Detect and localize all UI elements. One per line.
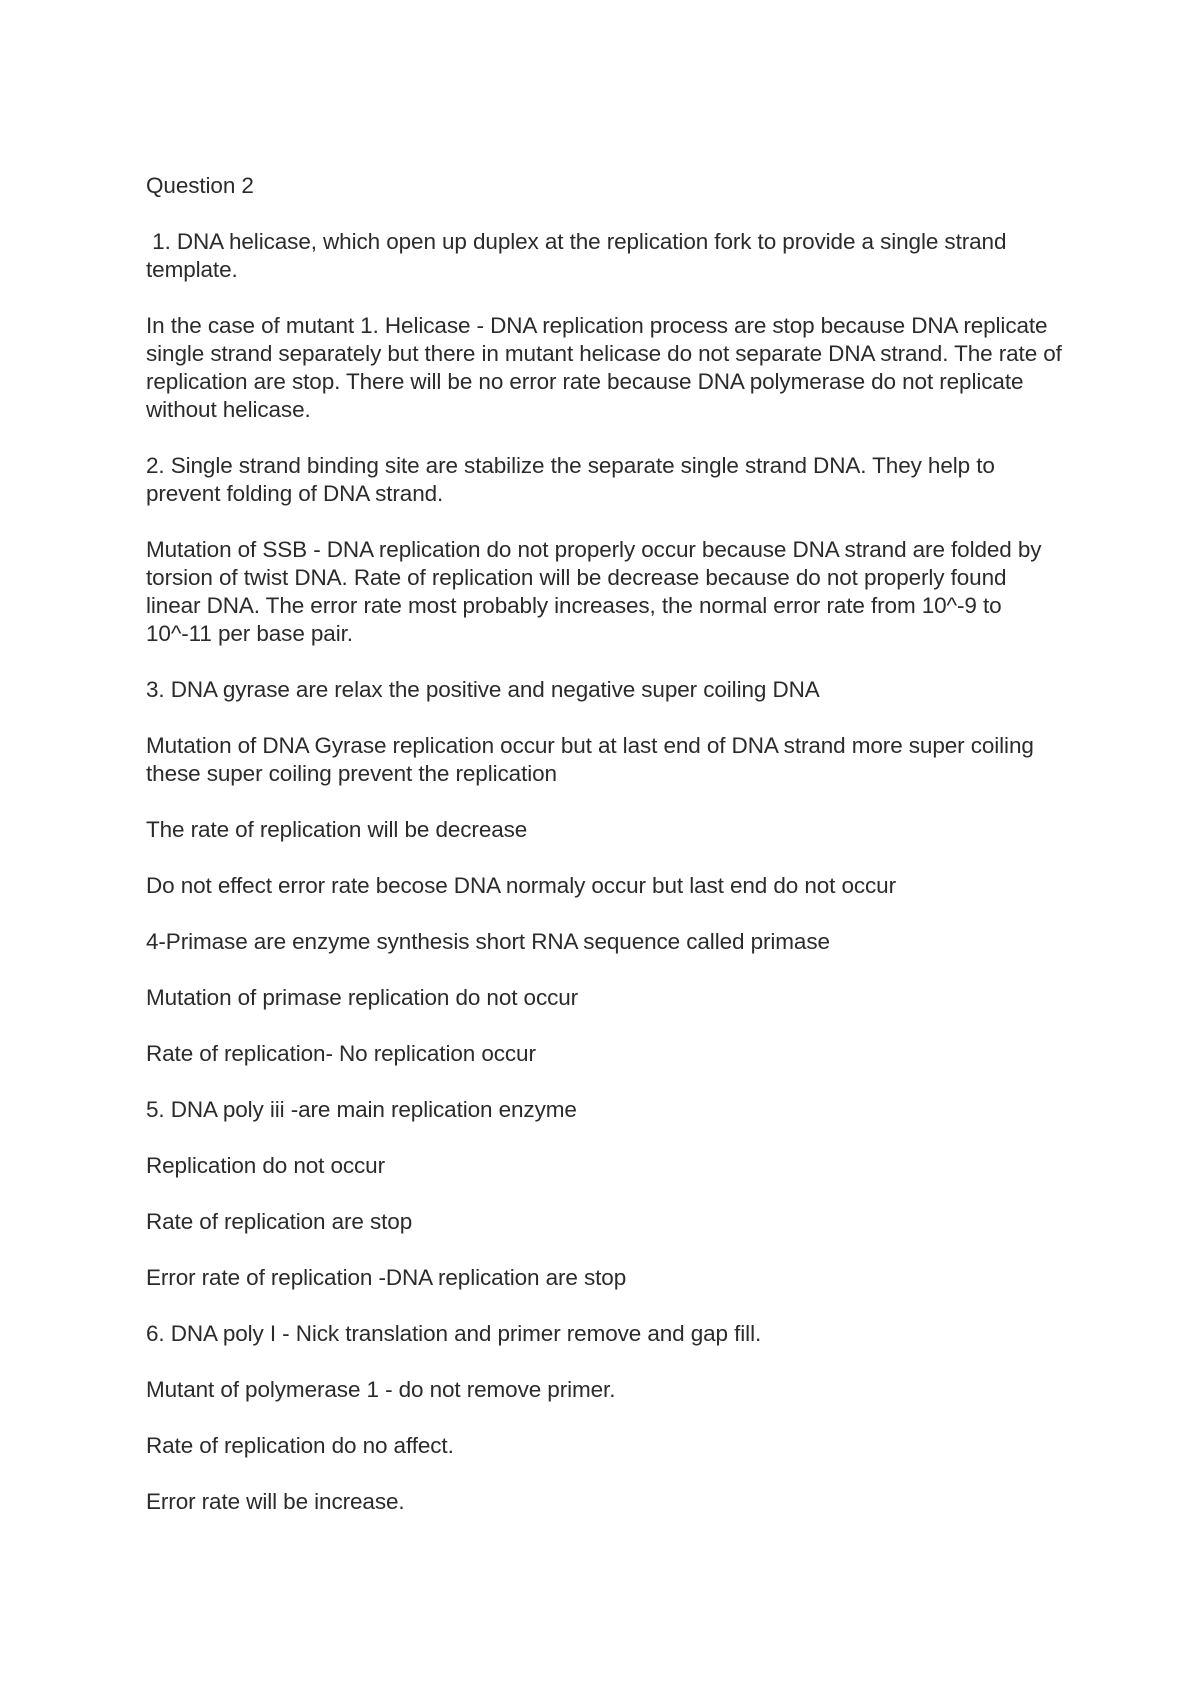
paragraph-pol3-error: Error rate of replication -DNA replication are stop (146, 1265, 627, 1290)
paragraph-helicase-function: 1. DNA helicase, which open up duplex at the replication fork to provide a single strand template. (146, 229, 1007, 282)
question-title: Question 2 (146, 173, 254, 198)
paragraph-pol1-rate: Rate of replication do no affect. (146, 1433, 454, 1458)
paragraph-primase-function: 4-Primase are enzyme synthesis short RNA sequence called primase (146, 929, 830, 954)
paragraph-ssb-mutant: Mutation of SSB - DNA replication do not properly occur because DNA strand are folded by torsion of twist DNA. Rate of replication will be decrease because do not properly found linear DNA. The error rate most probably increases, the normal error rate from 10^-9 to 10^-11 per base pair. (146, 537, 1042, 646)
paragraph-gyrase-error: Do not effect error rate becose DNA normaly occur but last end do not occur (146, 873, 896, 898)
paragraph-helicase-mutant: In the case of mutant 1. Helicase - DNA replication process are stop because DNA replicate single strand separately but there in mutant helicase do not separate DNA strand. The rate of replication are stop. There will be no error rate because DNA polymerase do not replicate without helicase. (146, 313, 1062, 422)
paragraph-pol3-function: 5. DNA poly iii -are main replication enzyme (146, 1097, 577, 1122)
paragraph-ssb-function: 2. Single strand binding site are stabilize the separate single strand DNA. They help to prevent folding of DNA strand. (146, 453, 995, 506)
paragraph-gyrase-rate: The rate of replication will be decrease (146, 817, 528, 842)
paragraph-primase-rate: Rate of replication- No replication occur (146, 1041, 536, 1066)
paragraph-pol1-error: Error rate will be increase. (146, 1489, 405, 1514)
paragraph-primase-mutant: Mutation of primase replication do not occur (146, 985, 579, 1010)
paragraph-pol3-mutant: Replication do not occur (146, 1153, 385, 1178)
document-body (146, 172, 1066, 1544)
paragraph-pol3-rate: Rate of replication are stop (146, 1209, 413, 1234)
paragraph-pol1-function: 6. DNA poly I - Nick translation and primer remove and gap fill. (146, 1321, 762, 1346)
paragraph-gyrase-function: 3. DNA gyrase are relax the positive and negative super coiling DNA (146, 677, 820, 702)
paragraph-gyrase-mutant: Mutation of DNA Gyrase replication occur but at last end of DNA strand more super coiling these super coiling prevent the replication (146, 733, 1034, 786)
paragraph-pol1-mutant: Mutant of polymerase 1 - do not remove primer. (146, 1377, 616, 1402)
